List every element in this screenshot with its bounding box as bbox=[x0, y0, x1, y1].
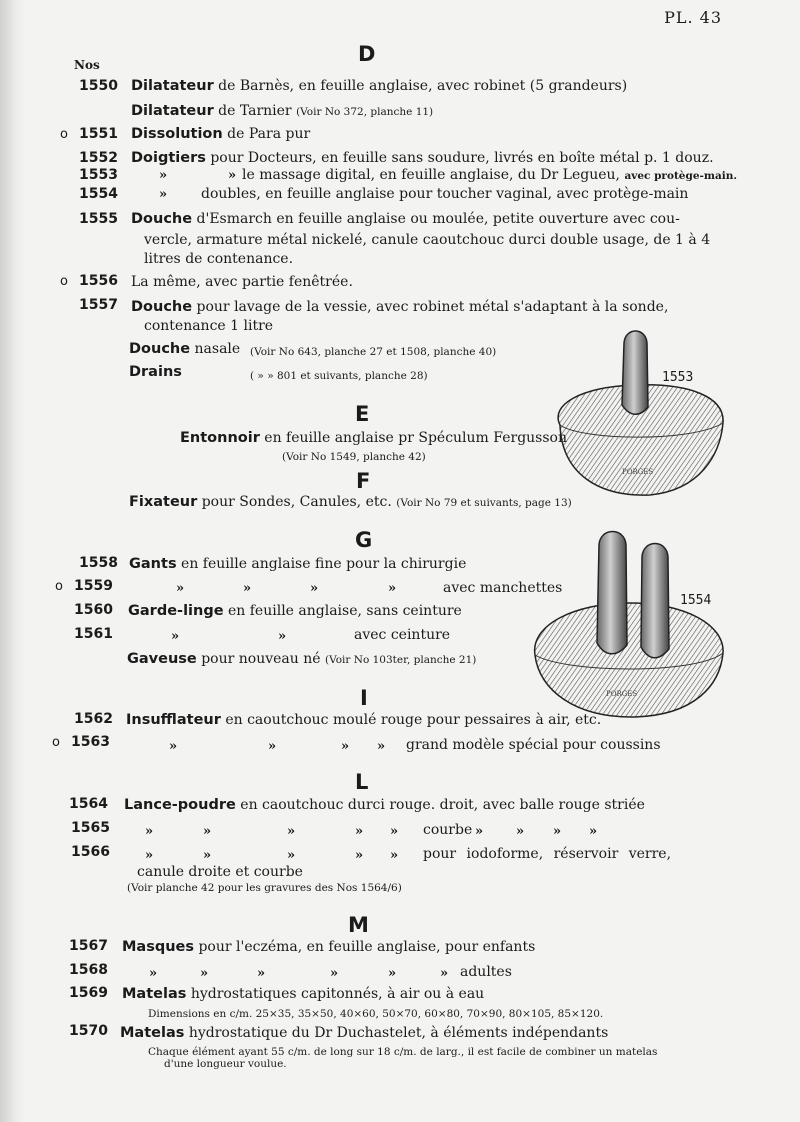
item-text: le massage digital, en feuille anglaise, du Dr Legueu, bbox=[242, 167, 625, 183]
ditto-mark: » bbox=[257, 966, 266, 981]
item-keyword: Fixateur bbox=[129, 494, 198, 510]
item-keyword: Matelas bbox=[122, 986, 187, 1002]
section-letter-g: G bbox=[355, 528, 373, 552]
item-text: doubles, en feuille anglaise pour toucher vaginal, avec protège-main bbox=[201, 186, 689, 202]
item-number: 1552 bbox=[79, 150, 118, 166]
item-text: de Para pur bbox=[222, 126, 311, 142]
item-number: 1550 bbox=[79, 78, 118, 94]
item-description bbox=[131, 299, 668, 315]
item-reference: (Voir No 372, planche 11) bbox=[296, 106, 434, 118]
item-text: pour nouveau né bbox=[196, 651, 325, 667]
figure-stamp: PORGES bbox=[606, 690, 638, 698]
item-description bbox=[129, 556, 466, 572]
ditto-mark: » bbox=[390, 824, 399, 839]
bullet-marker: o bbox=[60, 274, 68, 289]
item-text-continued: contenance 1 litre bbox=[144, 318, 274, 334]
item-number: 1570 bbox=[69, 1023, 108, 1039]
item-text: de Barnès, en feuille anglaise, avec robinet (5 grandeurs) bbox=[213, 78, 628, 94]
item-keyword: Matelas bbox=[120, 1025, 185, 1041]
item-number: 1562 bbox=[74, 711, 113, 727]
item-text: pour l'eczéma, en feuille anglaise, pour enfants bbox=[194, 939, 536, 955]
plate-number: PL. 43 bbox=[664, 8, 722, 27]
item-description bbox=[180, 430, 567, 446]
item-description bbox=[131, 126, 310, 142]
item-text: adultes bbox=[460, 964, 512, 980]
item-text: avec ceinture bbox=[354, 627, 451, 643]
item-number: 1554 bbox=[79, 186, 118, 202]
item-keyword: Dilatateur bbox=[131, 78, 214, 94]
ditto-mark: » bbox=[341, 739, 350, 754]
ditto-mark: » bbox=[243, 581, 252, 596]
ditto-mark: » bbox=[268, 739, 277, 754]
ditto-mark: » bbox=[516, 824, 525, 839]
ditto-mark: » bbox=[228, 168, 237, 183]
item-description bbox=[122, 986, 484, 1002]
ditto-mark: » bbox=[200, 966, 209, 981]
item-keyword: Gaveuse bbox=[127, 651, 197, 667]
item-text: grand modèle spécial pour coussins bbox=[406, 737, 661, 753]
ditto-mark: » bbox=[355, 848, 364, 863]
item-reference: (Voir No 643, planche 27 et 1508, planche 40) bbox=[250, 346, 497, 358]
figure-stamp: PORGES bbox=[622, 468, 654, 476]
item-text: avec manchettes bbox=[443, 580, 563, 596]
item-keyword: Drains bbox=[129, 364, 182, 380]
item-description bbox=[131, 150, 714, 166]
item-text-continued: litres de contenance. bbox=[144, 251, 294, 267]
ditto-mark: » bbox=[388, 581, 397, 596]
item-keyword: Douche bbox=[129, 341, 191, 357]
item-description bbox=[129, 364, 182, 380]
item-text: pour Sondes, Canules, etc. bbox=[197, 494, 397, 510]
item-number: 1558 bbox=[79, 555, 118, 571]
item-keyword: Douche bbox=[131, 299, 193, 315]
item-text: pour Docteurs, en feuille sans soudure, livrés en boîte métal p. 1 douz. bbox=[205, 150, 714, 166]
item-text: courbe bbox=[423, 822, 473, 838]
item-number: 1561 bbox=[74, 626, 113, 642]
item-keyword: Masques bbox=[122, 939, 195, 955]
item-number: 1566 bbox=[71, 844, 110, 860]
ditto-mark: » bbox=[355, 824, 364, 839]
item-keyword: Lance-poudre bbox=[124, 797, 236, 813]
item-description bbox=[131, 78, 627, 94]
item-description bbox=[120, 1025, 608, 1041]
ditto-mark: » bbox=[475, 824, 484, 839]
item-description bbox=[129, 494, 572, 510]
item-text: en caoutchouc durci rouge. droit, avec balle rouge striée bbox=[235, 797, 645, 813]
item-text: en feuille anglaise pr Spéculum Fergusson bbox=[259, 430, 567, 446]
item-description bbox=[128, 603, 462, 619]
item-text: de Tarnier bbox=[213, 103, 297, 119]
item-number: 1556 bbox=[79, 273, 118, 289]
item-text: en caoutchouc moulé rouge pour pessaires à air, etc. bbox=[220, 712, 602, 728]
item-number: 1559 bbox=[74, 578, 113, 594]
item-description bbox=[129, 341, 240, 357]
section-letter-e: E bbox=[355, 402, 370, 426]
item-description bbox=[124, 797, 645, 813]
numbers-heading: Nos bbox=[74, 58, 100, 72]
item-text-continued: canule droite et courbe bbox=[137, 864, 303, 880]
figure-label-1553: 1553 bbox=[662, 370, 694, 385]
section-letter-d: D bbox=[358, 42, 376, 66]
item-text-continued: vercle, armature métal nickelé, canule caoutchouc durci double usage, de 1 à 4 bbox=[144, 232, 711, 248]
ditto-mark: » bbox=[553, 824, 562, 839]
item-number: 1555 bbox=[79, 211, 118, 227]
item-text: pour lavage de la vessie, avec robinet métal s'adaptant à la sonde, bbox=[192, 299, 669, 315]
item-description bbox=[242, 167, 737, 183]
item-description bbox=[131, 103, 433, 119]
item-note: Chaque élément ayant 55 c/m. de long sur 18 c/m. de larg., il est facile de combiner un matelas bbox=[148, 1046, 658, 1058]
item-number: 1569 bbox=[69, 985, 108, 1001]
ditto-mark: » bbox=[287, 848, 296, 863]
item-keyword: Doigtiers bbox=[131, 150, 206, 166]
item-note: avec protège-main. bbox=[624, 170, 738, 182]
item-number: 1568 bbox=[69, 962, 108, 978]
item-dimensions: Dimensions en c/m. 25×35, 35×50, 40×60, 50×70, 60×80, 70×90, 80×105, 85×120. bbox=[148, 1008, 604, 1020]
ditto-mark: » bbox=[159, 187, 168, 202]
item-number: 1557 bbox=[79, 297, 118, 313]
item-number: 1565 bbox=[71, 820, 110, 836]
ditto-mark: » bbox=[287, 824, 296, 839]
ditto-mark: » bbox=[176, 581, 185, 596]
ditto-mark: » bbox=[203, 848, 212, 863]
section-letter-l: L bbox=[355, 770, 369, 794]
item-keyword: Insufflateur bbox=[126, 712, 221, 728]
ditto-mark: » bbox=[203, 824, 212, 839]
item-text: nasale bbox=[190, 341, 241, 357]
ditto-mark: » bbox=[149, 966, 158, 981]
item-keyword: Douche bbox=[131, 211, 193, 227]
item-description bbox=[127, 651, 476, 667]
ditto-mark: » bbox=[169, 739, 178, 754]
item-keyword: Gants bbox=[129, 556, 177, 572]
ditto-mark: » bbox=[159, 168, 168, 183]
item-description bbox=[122, 939, 535, 955]
item-keyword: Dissolution bbox=[131, 126, 223, 142]
item-reference: (Voir No 103ter, planche 21) bbox=[325, 654, 477, 666]
section-letter-m: M bbox=[348, 913, 369, 937]
item-text: hydrostatique du Dr Duchastelet, à éléments indépendants bbox=[184, 1025, 609, 1041]
item-keyword: Entonnoir bbox=[180, 430, 260, 446]
ditto-mark: » bbox=[388, 966, 397, 981]
ditto-mark: » bbox=[330, 966, 339, 981]
item-number: 1567 bbox=[69, 938, 108, 954]
section-letter-f: F bbox=[356, 469, 371, 493]
ditto-mark: » bbox=[145, 824, 154, 839]
item-note: d'une longueur voulue. bbox=[164, 1058, 287, 1070]
ditto-mark: » bbox=[440, 966, 449, 981]
item-number: 1551 bbox=[79, 126, 118, 142]
item-text: La même, avec partie fenêtrée. bbox=[131, 274, 353, 290]
item-text: d'Esmarch en feuille anglaise ou moulée, petite ouverture avec cou- bbox=[192, 211, 680, 227]
item-text: en feuille anglaise fine pour la chirurgie bbox=[176, 556, 467, 572]
bullet-marker: o bbox=[55, 579, 63, 594]
ditto-mark: » bbox=[310, 581, 319, 596]
figure-label-1554: 1554 bbox=[680, 593, 712, 608]
item-number: 1563 bbox=[71, 734, 110, 750]
item-number: 1553 bbox=[79, 167, 118, 183]
ditto-mark: » bbox=[171, 629, 180, 644]
item-keyword: Garde-linge bbox=[128, 603, 224, 619]
item-description bbox=[131, 211, 680, 227]
item-number: 1564 bbox=[69, 796, 108, 812]
ditto-mark: » bbox=[377, 739, 386, 754]
item-keyword: Dilatateur bbox=[131, 103, 214, 119]
item-reference: (Voir No 79 et suivants, page 13) bbox=[396, 497, 572, 509]
item-description bbox=[126, 712, 601, 728]
item-text: pour iodoforme, réservoir verre, bbox=[423, 846, 672, 862]
item-reference: ( » » 801 et suivants, planche 28) bbox=[250, 370, 428, 382]
item-text: hydrostatiques capitonnés, à air ou à eau bbox=[186, 986, 485, 1002]
section-letter-i: I bbox=[360, 686, 368, 710]
item-number: 1560 bbox=[74, 602, 113, 618]
ditto-mark: » bbox=[589, 824, 598, 839]
bullet-marker: o bbox=[52, 735, 60, 750]
page-binding-shadow bbox=[0, 0, 26, 1122]
item-reference: (Voir planche 42 pour les gravures des Nos 1564/6) bbox=[127, 882, 402, 894]
ditto-mark: » bbox=[390, 848, 399, 863]
ditto-mark: » bbox=[145, 848, 154, 863]
ditto-mark: » bbox=[278, 629, 287, 644]
item-reference: (Voir No 1549, planche 42) bbox=[282, 451, 426, 463]
item-text: en feuille anglaise, sans ceinture bbox=[223, 603, 462, 619]
bullet-marker: o bbox=[60, 127, 68, 142]
